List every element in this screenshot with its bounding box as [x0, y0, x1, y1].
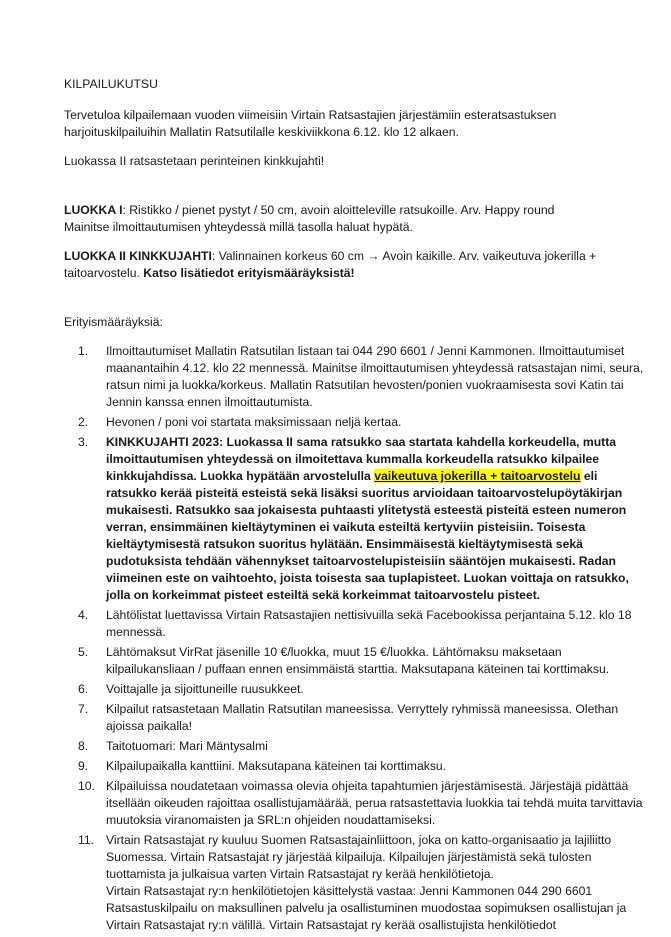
luokka-2-bold-tail: Katso lisätiedot erityismääräyksistä! — [143, 266, 355, 280]
luokka-1-label: LUOKKA I — [64, 203, 123, 217]
list-number: 9. — [78, 759, 89, 773]
list-number: 2. — [78, 415, 89, 429]
list-item-text: Hevonen / poni voi startata maksimissaan neljä kertaa. — [106, 415, 402, 429]
rule-3-text-after: eli ratsukko kerää pisteitä esteistä sekä lisäksi suoritus arvioidaan taitoarvostelupöytäkirjan mukaisesti. Ratsukko saa jokaisesta puhtaasti ylitetystä esteestä pisteitä esteen numeron verran, ensimmäinen kieltäytyminen ei vaikuta esteiltä kertyviin pisteisiin. Toisesta kieltäytymisestä ratsukon suoritus hylätään. Ensimmäisestä kieltäytymisestä sekä pudotuksista tehdään vähennykset taitoarvostelupisteisiin sääntöjen mukaisesti. Radan viimeinen este on vaihtoehto, joista toisesta saa tuplapisteet. Luokan voittaja on ratsukko, jolla on korkeimmat pisteet esteiltä sekä korkeimmat taitoarvostelu pisteet. — [106, 469, 629, 602]
luokka-1-text2: Mainitse ilmoittautumisen yhteydessä millä tasolla haluat hypätä. — [64, 220, 413, 234]
list-item — [64, 701, 644, 735]
luokka-2-paragraph — [64, 248, 644, 282]
list-item — [64, 681, 644, 698]
list-item — [64, 607, 644, 641]
list-number: 11. — [78, 833, 95, 847]
list-item-text: Kilpailut ratsastetaan Mallatin Ratsutilan maneesissa. Verryttely ryhmissä maneesissa. Olethan ajoissa paikalla! — [106, 702, 619, 733]
rules-list — [64, 343, 644, 934]
list-number: 1. — [78, 344, 89, 358]
luokka-2-text: : Valinnainen korkeus 60 cm → Avoin kaikille. Arv. vaikeutuva jokerilla + taitoarvostelu. — [64, 249, 597, 280]
list-item-text: Lähtömaksut VirRat jäsenille 10 €/luokka, muut 15 €/luokka. Lähtömaksu maksetaan kilpailukansliaan / puffaan ennen ensimmäistä starttia. Maksutapana käteinen tai korttimaksu. — [106, 645, 610, 676]
intro-paragraph: Tervetuloa kilpailemaan vuoden viimeisiin Virtain Ratsastajien järjestämiin esteratsastuksen harjoituskilpailuihin Mallatin Ratsutilalle keskiviikkona 6.12. klo 12 alkaen. — [64, 108, 557, 139]
document-page — [64, 76, 644, 937]
erityismaaraykset-heading: Erityismääräyksiä: — [64, 315, 163, 329]
list-item-text: Virtain Ratsastajat ry kuuluu Suomen Ratsastajainliittoon, joka on katto-organisaatio ja lajiliitto Suomessa. Virtain Ratsastajat ry järjestää kilpailuja. Kilpailujen järjestämistä sekä tulosten tuottamista ja julkaisua varten Virtain Ratsastajat ry kerää henkilötietoja. — [106, 833, 612, 881]
list-item — [64, 343, 644, 411]
highlighted-text: vaikeutuva jokerilla + taitoarvostelu — [374, 469, 581, 483]
rule-3-text-before: KINKKUJAHTI 2023: Luokassa II sama ratsukko saa startata kahdella korkeudella, mutta ilmoittautumisen yhteydessä on ilmoitettava kummalla korkeudella ratsukko kilpailee kinkkujahdissa. Luokka hypätään arvostelulla — [106, 435, 617, 483]
list-item — [64, 778, 644, 829]
list-item — [64, 434, 644, 604]
list-item-text: Taitotuomari: Mari Mäntysalmi — [106, 739, 268, 753]
list-item — [64, 738, 644, 755]
list-number: 3. — [78, 435, 89, 449]
list-item — [64, 832, 644, 934]
document-title: KILPAILUKUTSU — [64, 77, 158, 91]
list-item-text-3: Ratsastuskilpailu on maksullinen palvelu ja osallistuminen muodostaa sopimuksen osallistujan ja Virtain Ratsastajat ry:n välillä. Virtain Ratsastajat ry kerää osallistujista henkilötiedot — [106, 901, 627, 932]
list-item-text: Voittajalle ja sijoittuneille ruusukkeet. — [106, 682, 304, 696]
list-item-text-2: Virtain Ratsastajat ry:n henkilötietojen käsittelystä vastaa: Jenni Kammonen 044 290 6601 — [106, 884, 593, 898]
list-item-text — [106, 435, 629, 602]
list-item — [64, 758, 644, 775]
list-item — [64, 644, 644, 678]
kinkkujahti-line: Luokassa II ratsastetaan perinteinen kinkkujahti! — [64, 154, 325, 168]
luokka-1-text: : Ristikko / pienet pystyt / 50 cm, avoin aloitteleville ratsukoille. Arv. Happy round — [122, 203, 555, 217]
luokka-2-label: LUOKKA II KINKKUJAHTI — [64, 249, 212, 263]
list-number: 5. — [78, 645, 89, 659]
list-number: 4. — [78, 608, 89, 622]
list-item-text: Kilpailuissa noudatetaan voimassa olevia ohjeita tapahtumien järjestämisestä. Järjestäjä pidättää itsellään oikeuden rajoittaa osallistujamäärää, perua ratsastettavia luokkia tai tehdä muita tarvittavia muutoksia viranomaisten ja SRL:n ohjeiden noudattamiseksi. — [106, 779, 643, 827]
list-item-text: Lähtölistat luettavissa Virtain Ratsastajien nettisivuilla sekä Facebookissa perjantaina 5.12. klo 18 mennessä. — [106, 608, 632, 639]
list-item-text: Ilmoittautumiset Mallatin Ratsutilan listaan tai 044 290 6601 / Jenni Kammonen. Ilmoittautumiset maanantaihin 4.12. klo 22 mennessä. Mainitse ilmoittautumisen yhteydessä ratsastajan nimi, seura, ratsun nimi ja luokka/korkeus. Mallatin Ratsutilan hevosten/ponien vuokraamisesta sovi Katin tai Jennin kanssa ennen ilmoittautumista. — [106, 344, 644, 409]
list-item — [64, 414, 644, 431]
list-number: 7. — [78, 702, 89, 716]
list-number: 8. — [78, 739, 89, 753]
list-number: 6. — [78, 682, 89, 696]
luokka-1-paragraph — [64, 202, 644, 236]
list-number: 10. — [78, 779, 95, 793]
list-item-text: Kilpailupaikalla kanttiini. Maksutapana käteinen tai korttimaksu. — [106, 759, 447, 773]
